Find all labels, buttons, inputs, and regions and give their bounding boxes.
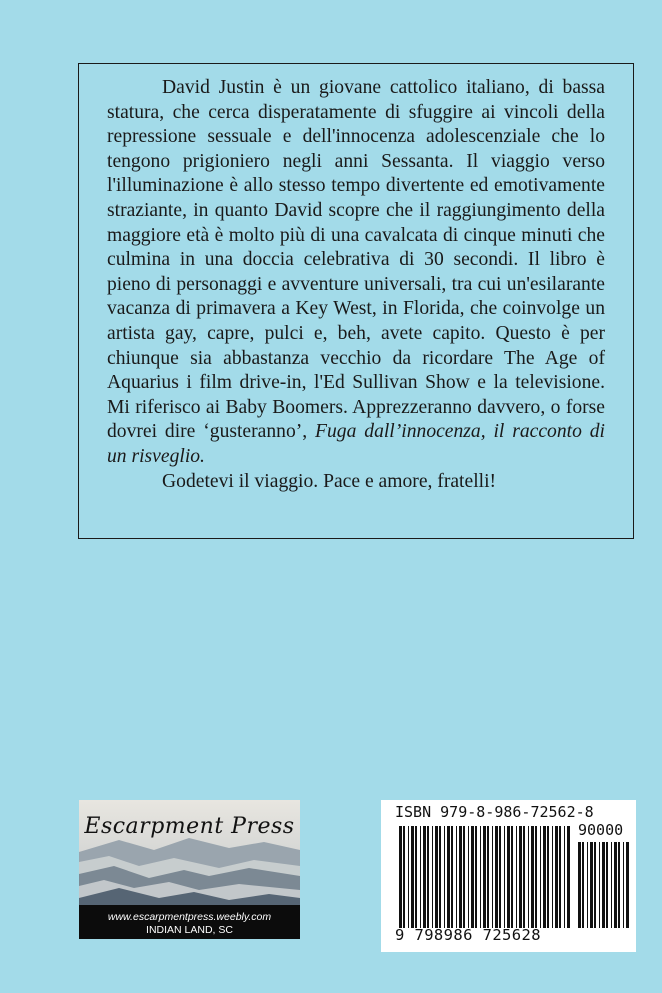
- back-cover-blurb: [78, 63, 634, 539]
- price-code: 90000: [578, 821, 624, 839]
- book-title: Fuga dall’innocenza, il racconto di un risveglio.: [107, 421, 605, 467]
- publisher-footer: [79, 905, 300, 939]
- blurb-closing: Godetevi il viaggio. Pace e amore, fratelli!: [162, 470, 497, 492]
- publisher-logo: [79, 800, 300, 939]
- publisher-url: www.escarpmentpress.weebly.com: [107, 911, 272, 923]
- blurb-paragraph: [107, 76, 605, 470]
- barcode-digits: 9 798986 725628: [395, 926, 541, 944]
- isbn-barcode: [381, 800, 636, 952]
- isbn-label: ISBN 979-8-986-72562-8: [395, 803, 594, 821]
- blurb-text: David Justin è un giovane cattolico italiano, di bassa statura, che cerca disperatamente di sfuggire ai vincoli della repressione sessuale e dell'innocenza adolescenziale che lo tengono prigioniero negli anni Sessanta. Il viaggio verso l'illuminazione è allo stesso tempo divertente ed emotivamente straziante, in quanto David scopre che il raggiungimento della maggiore età è molto più di una cavalcata di cinque minuti che culmina in una doccia celebrativa di 30 secondi. Il libro è pieno di personaggi e avventure universali, tra cui un'esilarante vacanza di primavera a Key West, in Florida, che coinvolge un artista gay, capre, pulci e, beh, avete capito. Questo è per chiunque sia abbastanza vecchio da ricordare The Age of Aquarius i film drive-in, l'Ed Sullivan Show e la televisione. Mi riferisco ai Baby Boomers. Apprezzeranno davvero, o forse dovrei dire ‘gusteranno’,: [107, 77, 605, 443]
- publisher-name: Escarpment Press: [84, 814, 295, 839]
- publisher-location: INDIAN LAND, SC: [146, 924, 233, 936]
